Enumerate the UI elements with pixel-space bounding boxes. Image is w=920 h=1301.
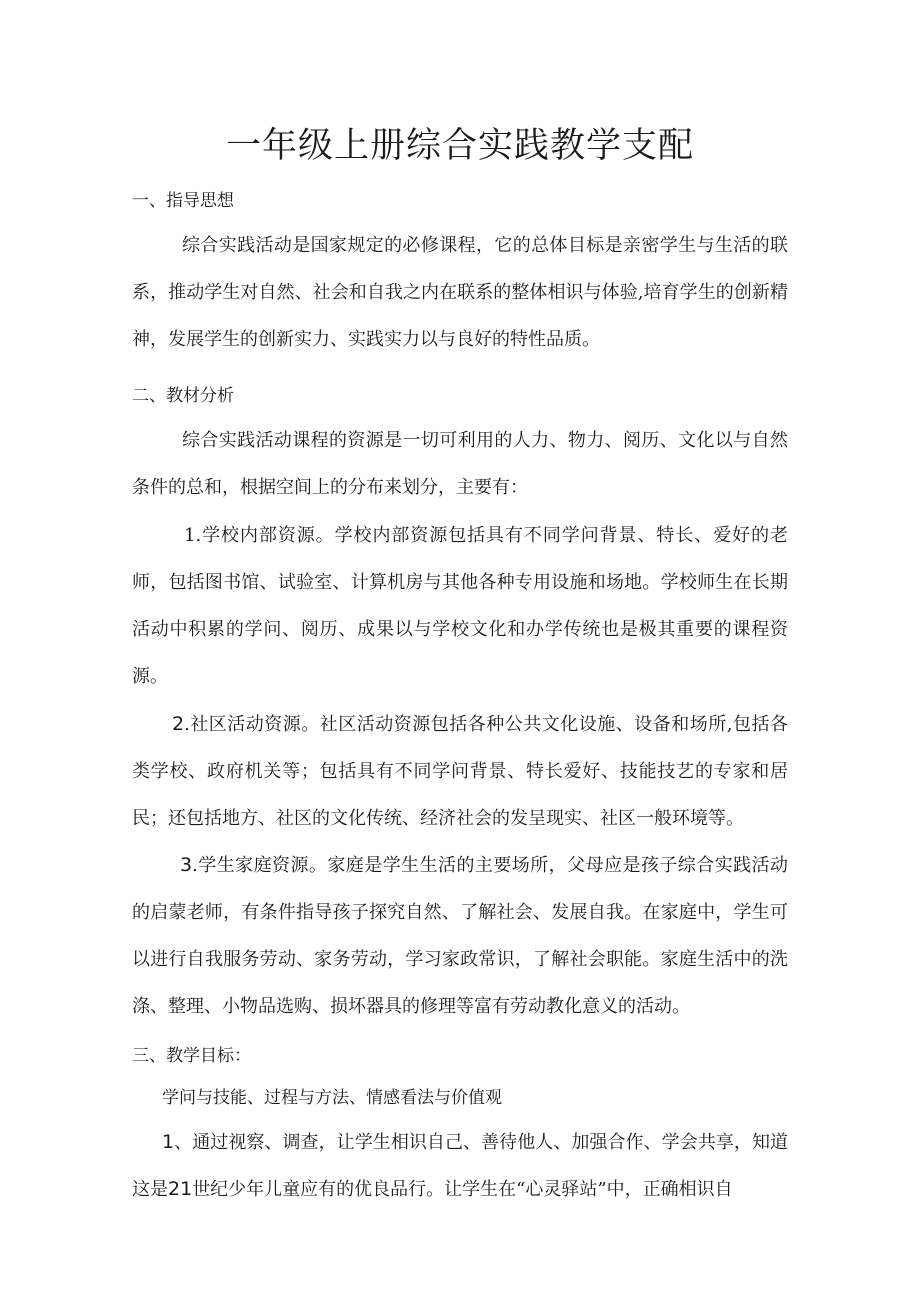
list-item-school-resources: 1.学校内部资源。学校内部资源包括具有不同学问背景、特长、爱好的老师，包括图书馆、试验室、计算机房与其他各种专用设施和场地。学校师生在长期活动中积累的学问、阅历、成果以与学校文化和办学传统也是极其重要的课程资源。 (132, 525, 788, 687)
section-heading-textbook-analysis: 二、教材分析 (132, 386, 234, 406)
list-item-number: 3 (180, 854, 193, 876)
goals-subheading: 学问与技能、过程与方法、情感看法与价值观 (162, 1088, 502, 1108)
list-item-family-resources (132, 842, 788, 1030)
list-item-number: 2 (172, 713, 185, 735)
section-heading-teaching-goals: 三、教学目标： (132, 1046, 251, 1066)
list-item-goal-1 (132, 1119, 788, 1213)
list-item-text-a: 、通过视察、调查，让学生相识自己、善待他人、加强合作、学会共享，知道这是 (132, 1132, 788, 1200)
list-item-community-resources (132, 701, 788, 842)
paragraph-guiding-thought: 综合实践活动是国家规定的必修课程，它的总体目标是亲密学生与生活的联系，推动学生对自然、社会和自我之内在联系的整体相识与体验,培育学生的创新精神，发展学生的创新实力、实践实力以与良好的特性品质。 (132, 235, 788, 350)
paragraph-resources-intro: 综合实践活动课程的资源是一切可利用的人力、物力、阅历、文化以与自然条件的总和，根据空间上的分布来划分，主要有： (132, 430, 788, 498)
document-title: 一年级上册综合实践教学支配 (225, 126, 694, 166)
list-item-text-b: 世纪少年儿童应有的优良品行。让学生在“心灵驿站”中，正确相识自 (192, 1179, 733, 1200)
century-number: 21 (168, 1178, 193, 1200)
list-item-text: .社区活动资源。社区活动资源包括各种公共文化设施、设备和场所,包括各类学校、政府机关等；包括具有不同学问背景、特长爱好、技能技艺的专家和居民；还包括地方、社区的文化传统、经济社会的发呈现实、社区一般环境等。 (132, 714, 788, 829)
list-item-number: 1 (162, 1131, 175, 1153)
section-heading-guiding-thought: 一、指导思想 (132, 191, 234, 211)
list-item-text: .学生家庭资源。家庭是学生生活的主要场所，父母应是孩子综合实践活动的启蒙老师，有条件指导孩子探究自然、了解社会、发展自我。在家庭中，学生可以进行自我服务劳动、家务劳动，学习家政常识，了解社会职能。家庭生活中的洗涤、整理、小物品选购、损坏器具的修理等富有劳动教化意义的活动。 (132, 855, 788, 1017)
